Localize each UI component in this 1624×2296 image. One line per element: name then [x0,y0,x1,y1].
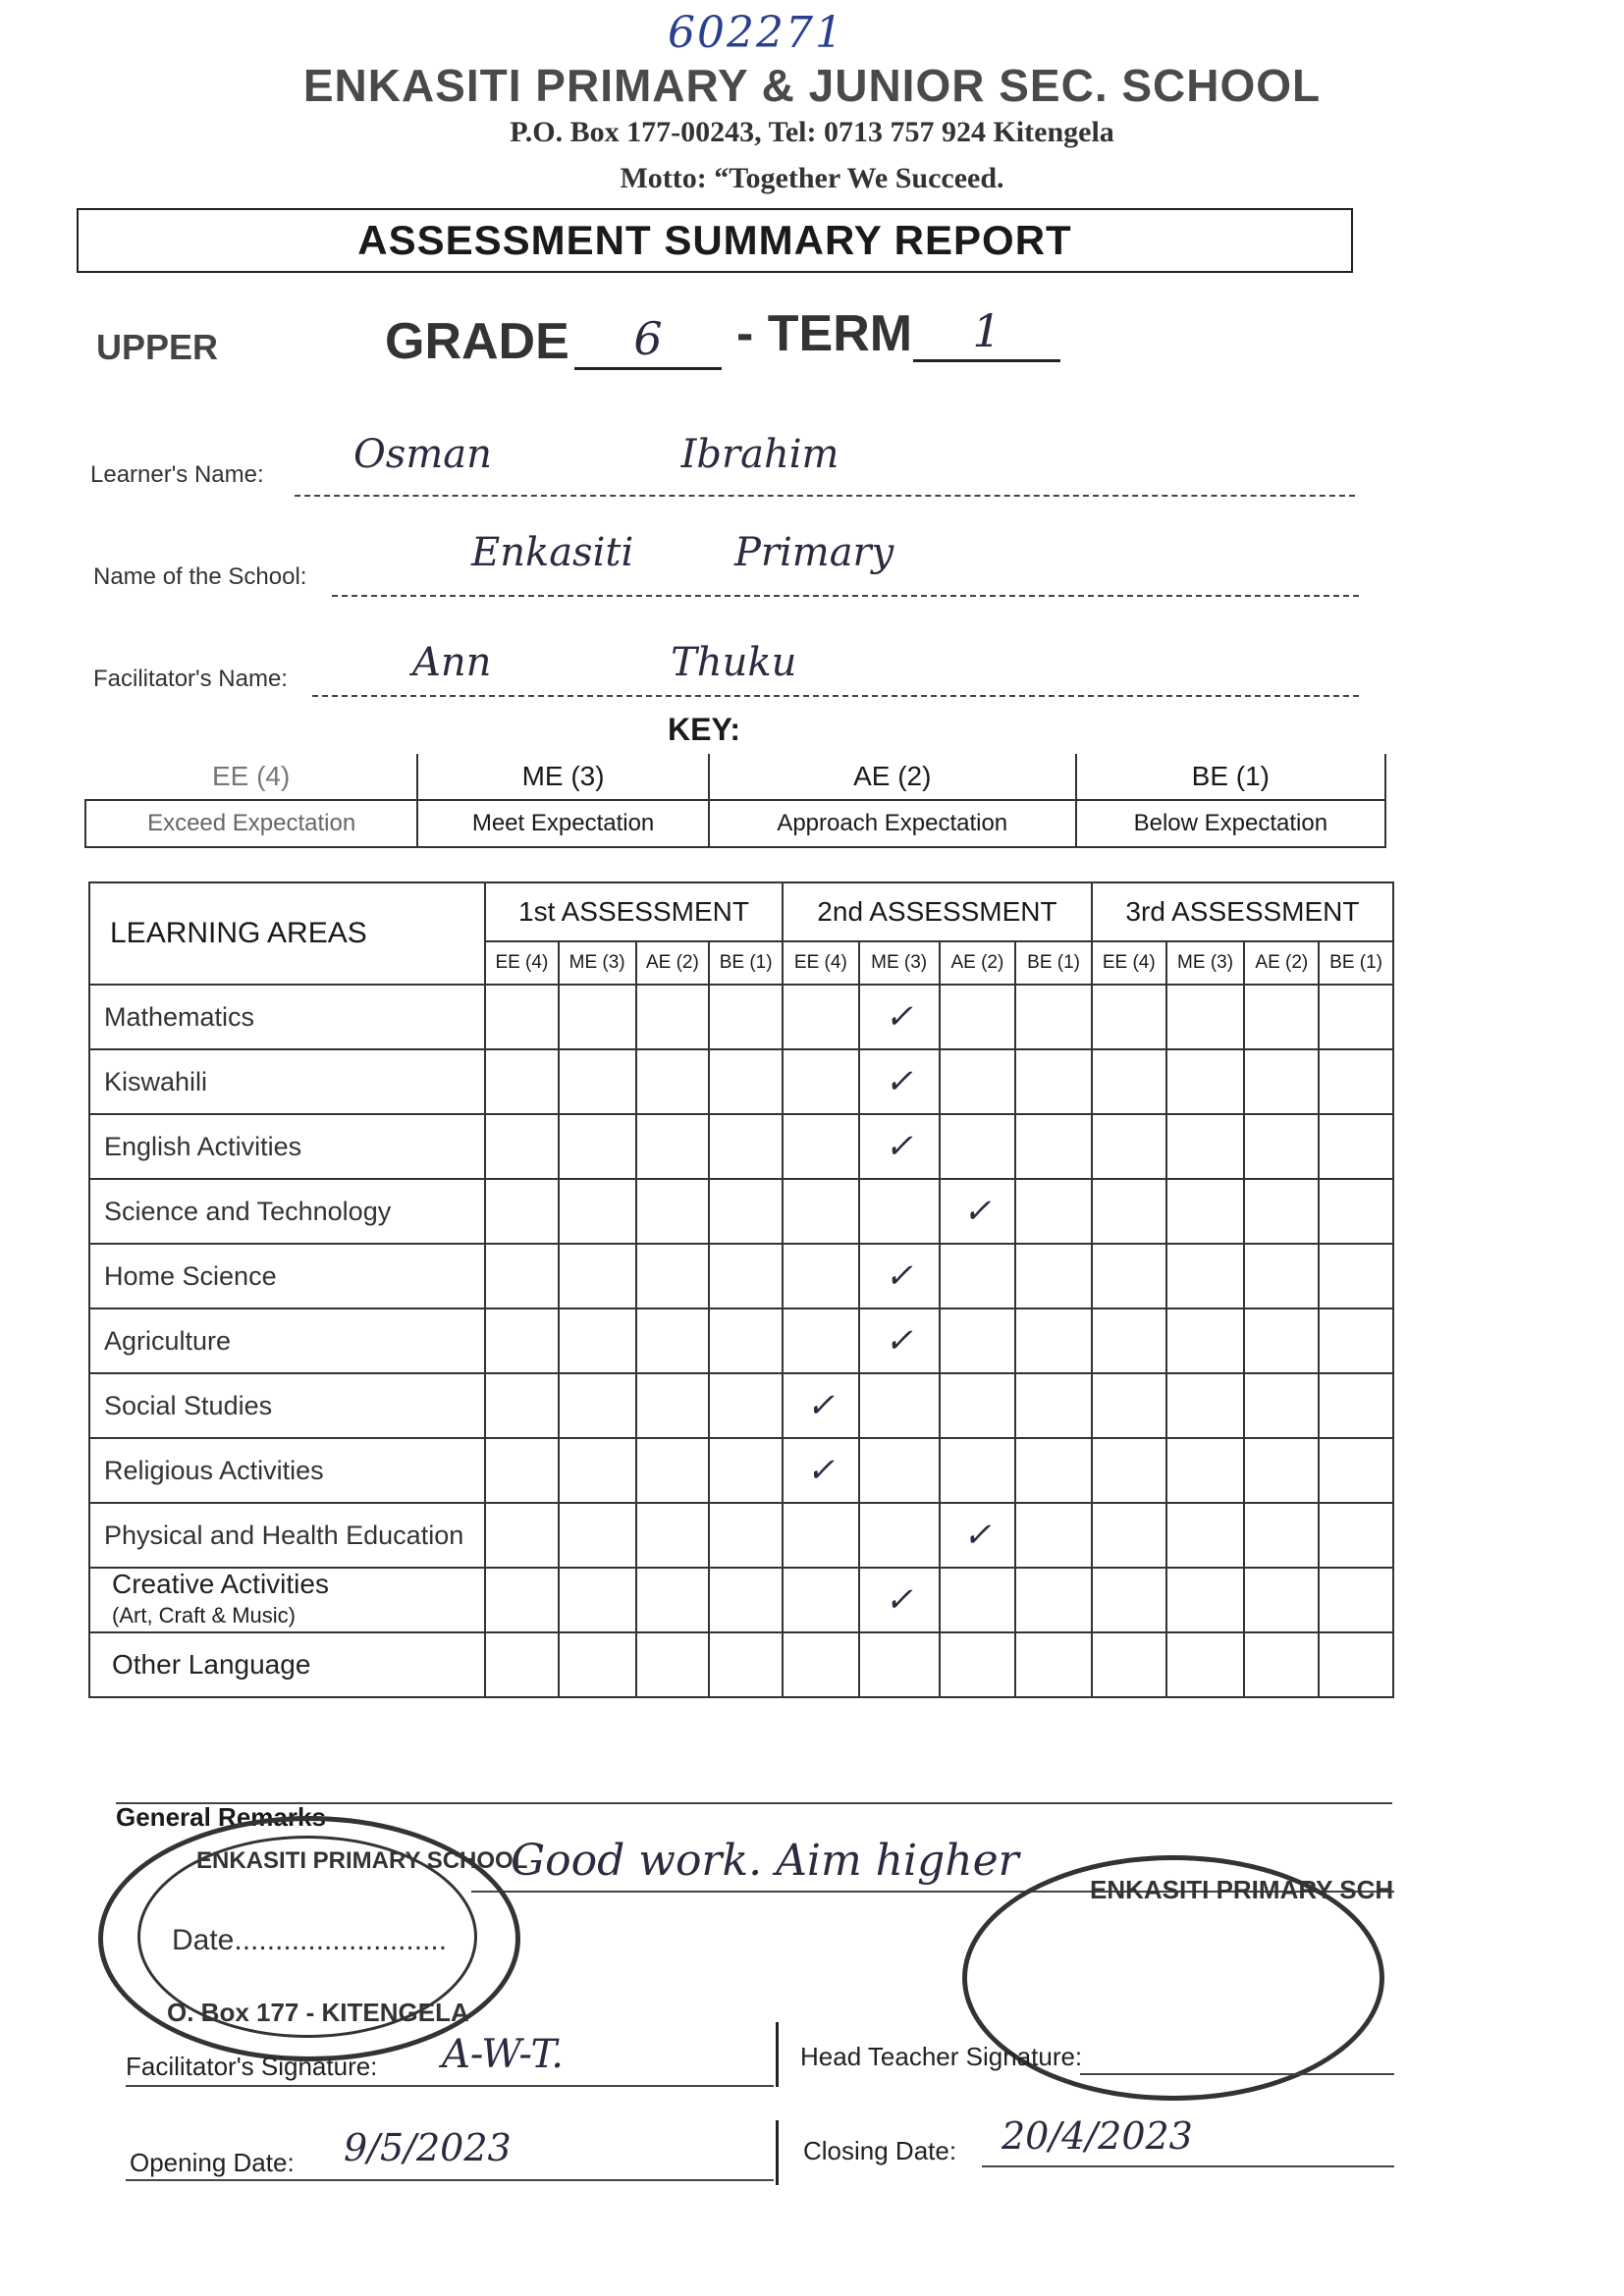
rating-cell[interactable] [1015,1503,1092,1568]
assessment-table [88,881,1394,1698]
rating-cell[interactable] [1092,1244,1166,1308]
rating-cell[interactable] [1244,1244,1319,1308]
rating-cell[interactable] [1319,1244,1393,1308]
learning-area-cell: Physical and Health Education [89,1503,485,1568]
closing-date-label: Closing Date: [803,2136,957,2165]
rating-cell[interactable] [709,1308,783,1373]
rating-cell[interactable] [783,1308,859,1373]
date-divider [776,2120,779,2185]
rating-cell[interactable] [1092,985,1166,1049]
learning-area-subtitle: (Art, Craft & Music) [112,1603,297,1628]
check-mark-icon: ✓ [885,1321,913,1361]
rating-cell[interactable] [636,1308,710,1373]
stamp-bottom-text: O. Box 177 - KITENGELA [167,1998,469,2027]
rating-cell[interactable] [485,1244,559,1308]
rating-cell[interactable] [1166,1308,1245,1373]
grade-value: 6 [574,312,722,370]
rating-cell[interactable] [859,1114,940,1179]
rating-cell[interactable] [1319,1373,1393,1438]
learning-areas-header: LEARNING AREAS [89,882,485,985]
rating-cell[interactable] [1166,1438,1245,1503]
rating-cell[interactable] [783,1049,859,1114]
rating-cell[interactable] [636,1244,710,1308]
rating-cell[interactable] [1092,1049,1166,1114]
assessment-header: 2nd ASSESSMENT [783,882,1092,941]
rating-cell[interactable] [485,1503,559,1568]
rating-cell[interactable] [485,1114,559,1179]
rating-cell[interactable] [1092,1373,1166,1438]
check-mark-icon: ✓ [885,1127,913,1166]
level-header: ME (3) [1166,941,1245,985]
check-mark-icon: ✓ [806,1451,836,1490]
learning-area-cell: Mathematics [89,985,485,1049]
rating-cell[interactable] [859,1373,940,1438]
learner-name-value: Osman Ibrahim [353,432,839,477]
level-header: BE (1) [1015,941,1092,985]
key-code: ME (3) [417,754,709,800]
rating-cell[interactable] [1015,1373,1092,1438]
level-header: BE (1) [1319,941,1393,985]
rating-cell[interactable] [485,1179,559,1244]
rating-cell[interactable] [559,1632,636,1697]
rating-cell[interactable] [709,1114,783,1179]
rating-cell[interactable] [783,1179,859,1244]
rating-cell[interactable] [1244,1114,1319,1179]
rating-cell[interactable] [1244,1503,1319,1568]
rating-cell[interactable] [1092,1503,1166,1568]
key-desc: Approach Expectation [709,800,1076,847]
rating-cell[interactable] [1319,1179,1393,1244]
school-name: ENKASITI PRIMARY & JUNIOR SEC. SCHOOL [302,60,1322,111]
rating-cell[interactable] [859,985,940,1049]
rating-cell[interactable] [559,1373,636,1438]
table-row [89,1244,1393,1308]
rating-cell[interactable] [559,1438,636,1503]
key-desc: Meet Expectation [417,800,709,847]
rating-cell[interactable] [636,985,710,1049]
rating-cell[interactable] [1244,1308,1319,1373]
learning-area-cell [89,1568,485,1632]
level-label: UPPER [96,327,219,367]
rating-cell[interactable] [1244,1632,1319,1697]
check-mark-icon: ✓ [885,1062,913,1101]
rating-cell[interactable] [1015,1438,1092,1503]
rating-cell[interactable] [940,1438,1016,1503]
rating-cell[interactable] [1319,985,1393,1049]
key-table [84,754,1386,848]
stamp-date-label: Date.......................... [172,1924,448,1956]
rating-cell[interactable] [1166,1632,1245,1697]
rating-cell[interactable] [783,1503,859,1568]
check-mark-icon: ✓ [963,1192,992,1231]
rating-cell[interactable] [1015,985,1092,1049]
rating-cell[interactable] [859,1179,940,1244]
report-title-box [77,208,1353,273]
rating-cell[interactable] [1319,1568,1393,1632]
rating-cell[interactable] [1015,1632,1092,1697]
rating-cell[interactable] [636,1114,710,1179]
level-header: AE (2) [940,941,1016,985]
rating-cell[interactable] [1015,1114,1092,1179]
rating-cell[interactable] [709,1503,783,1568]
rating-cell[interactable] [1244,1179,1319,1244]
key-code: BE (1) [1076,754,1385,800]
key-title: KEY: [668,712,741,747]
table-row [89,1568,1393,1632]
rating-cell[interactable] [1319,1114,1393,1179]
learning-area-cell: Science and Technology [89,1179,485,1244]
level-header: EE (4) [1092,941,1166,985]
rating-cell[interactable] [485,1568,559,1632]
stamp2-text: ENKASITI PRIMARY SCH [1090,1875,1394,1904]
rating-cell[interactable] [1319,1308,1393,1373]
school-name-line [332,593,1359,597]
level-header: ME (3) [559,941,636,985]
level-header: EE (4) [485,941,559,985]
rating-cell[interactable] [709,1632,783,1697]
rating-cell[interactable] [1244,1438,1319,1503]
rating-cell[interactable] [709,1568,783,1632]
rating-cell[interactable] [783,1568,859,1632]
grade-label: GRADE [385,313,569,370]
rating-cell[interactable] [859,1244,940,1308]
rating-cell[interactable] [559,1179,636,1244]
opening-date-line [126,2177,774,2181]
rating-cell[interactable] [636,1179,710,1244]
rating-cell[interactable] [1092,1568,1166,1632]
rating-cell[interactable] [940,1503,1016,1568]
rating-cell[interactable] [859,1438,940,1503]
report-title: ASSESSMENT SUMMARY REPORT [357,217,1072,263]
rating-cell[interactable] [1319,1503,1393,1568]
rating-cell[interactable] [485,1632,559,1697]
general-remarks-value: Good work. Aim higher [511,1836,1019,1886]
term-label: - TERM [736,305,913,362]
rating-cell[interactable] [1092,1438,1166,1503]
table-row [89,1049,1393,1114]
rating-cell[interactable] [1015,1308,1092,1373]
check-mark-icon: ✓ [885,1580,913,1620]
learning-area-cell: English Activities [89,1114,485,1179]
key-code: EE (4) [85,754,417,800]
learning-area-name: Creative Activities [112,1569,329,1599]
rating-cell[interactable] [1319,1049,1393,1114]
rating-cell[interactable] [1319,1632,1393,1697]
school-name-label: Name of the School: [93,563,307,590]
rating-cell[interactable] [485,1438,559,1503]
learner-name-label: Learner's Name: [90,461,264,488]
rating-cell[interactable] [1015,1568,1092,1632]
rating-cell[interactable] [1166,1114,1245,1179]
rating-cell[interactable] [940,1244,1016,1308]
facilitator-name-value: Ann Thuku [412,640,797,685]
rating-cell[interactable] [940,985,1016,1049]
rating-cell[interactable] [1244,1568,1319,1632]
table-row [89,985,1393,1049]
learning-area-cell: Kiswahili [89,1049,485,1114]
rating-cell[interactable] [783,985,859,1049]
level-header: EE (4) [783,941,859,985]
rating-cell[interactable] [709,1049,783,1114]
general-remarks-label: General Remarks [116,1802,326,1832]
level-header: BE (1) [709,941,783,985]
rating-cell[interactable] [1092,1308,1166,1373]
facilitator-signature-value: A-W-T. [442,2032,565,2077]
facilitator-name-line [312,693,1359,697]
facilitator-signature-label: Facilitator's Signature: [126,2052,378,2081]
rating-cell[interactable] [1015,1244,1092,1308]
rating-cell[interactable] [636,1049,710,1114]
table-row [89,1438,1393,1503]
rating-cell[interactable] [1015,1049,1092,1114]
rating-cell[interactable] [1166,1179,1245,1244]
learning-area-cell: Religious Activities [89,1438,485,1503]
stamp-top-text: ENKASITI PRIMARY SCHOOL [196,1847,528,1874]
rating-cell[interactable] [559,1244,636,1308]
table-row [89,1308,1393,1373]
rating-cell[interactable] [559,1049,636,1114]
rating-cell[interactable] [709,1438,783,1503]
rating-cell[interactable] [636,1438,710,1503]
assessment-header: 3rd ASSESSMENT [1092,882,1393,941]
rating-cell[interactable] [1166,985,1245,1049]
check-mark-icon: ✓ [806,1386,836,1425]
rating-cell[interactable] [940,1568,1016,1632]
rating-cell[interactable] [940,1114,1016,1179]
rating-cell[interactable] [709,1244,783,1308]
rating-cell[interactable] [1166,1049,1245,1114]
rating-cell[interactable] [859,1568,940,1632]
rating-cell[interactable] [1015,1179,1092,1244]
rating-cell[interactable] [1244,1373,1319,1438]
learning-area-cell: Agriculture [89,1308,485,1373]
rating-cell[interactable] [1244,1049,1319,1114]
rating-cell[interactable] [485,1308,559,1373]
facilitator-signature-line [126,2083,774,2087]
head-teacher-signature-line [1080,2071,1394,2075]
closing-date-value: 20/4/2023 [1001,2114,1193,2158]
table-row [89,1503,1393,1568]
rating-cell[interactable] [709,1179,783,1244]
school-motto: Motto: “Together We Succeed. [620,162,1004,194]
table-row [89,1632,1393,1697]
rating-cell[interactable] [709,985,783,1049]
key-desc: Exceed Expectation [85,800,417,847]
rating-cell[interactable] [485,985,559,1049]
assessment-header: 1st ASSESSMENT [485,882,783,941]
serial-number: 602271 [668,8,844,58]
opening-date-label: Opening Date: [130,2148,295,2177]
facilitator-name-label: Facilitator's Name: [93,666,288,692]
rating-cell[interactable] [783,1632,859,1697]
rating-cell[interactable] [783,1244,859,1308]
rating-cell[interactable] [485,1049,559,1114]
rating-cell[interactable] [859,1632,940,1697]
rating-cell[interactable] [783,1438,859,1503]
check-mark-icon: ✓ [885,997,913,1037]
signature-divider [776,2022,779,2087]
rating-cell[interactable] [1166,1503,1245,1568]
rating-cell[interactable] [1166,1568,1245,1632]
rating-cell[interactable] [940,1632,1016,1697]
learning-area-cell: Social Studies [89,1373,485,1438]
key-code: AE (2) [709,754,1076,800]
learner-name-line [295,493,1355,497]
rating-cell[interactable] [940,1179,1016,1244]
rating-cell[interactable] [1244,985,1319,1049]
opening-date-value: 9/5/2023 [344,2126,512,2169]
rating-cell[interactable] [1092,1114,1166,1179]
rating-cell[interactable] [636,1503,710,1568]
rating-cell[interactable] [559,1308,636,1373]
rating-cell[interactable] [940,1373,1016,1438]
rating-cell[interactable] [559,1568,636,1632]
head-teacher-signature-label: Head Teacher Signature: [800,2042,1083,2071]
rating-cell[interactable] [940,1049,1016,1114]
key-desc: Below Expectation [1076,800,1385,847]
rating-cell[interactable] [636,1632,710,1697]
term-value: 1 [913,304,1060,362]
rating-cell[interactable] [859,1049,940,1114]
rating-cell[interactable] [859,1503,940,1568]
closing-date-line [982,2163,1394,2167]
rating-cell[interactable] [485,1373,559,1438]
level-header: AE (2) [636,941,710,985]
level-header: ME (3) [859,941,940,985]
rating-cell[interactable] [1166,1373,1245,1438]
rating-cell[interactable] [940,1308,1016,1373]
learning-area-cell: Other Language [89,1632,485,1697]
table-row [89,1373,1393,1438]
check-mark-icon: ✓ [885,1256,913,1296]
rating-cell[interactable] [559,1114,636,1179]
rating-cell[interactable] [783,1114,859,1179]
rating-cell[interactable] [559,1503,636,1568]
table-row [89,1114,1393,1179]
rating-cell[interactable] [1319,1438,1393,1503]
rating-cell[interactable] [1092,1179,1166,1244]
rating-cell[interactable] [709,1373,783,1438]
table-row [89,1179,1393,1244]
school-name-value: Enkasiti Primary [471,530,894,575]
rating-cell[interactable] [783,1373,859,1438]
school-address: P.O. Box 177-00243, Tel: 0713 757 924 Kitengela [510,116,1114,148]
level-header: AE (2) [1244,941,1319,985]
check-mark-icon: ✓ [963,1516,992,1555]
rating-cell[interactable] [636,1568,710,1632]
rating-cell[interactable] [636,1373,710,1438]
rating-cell[interactable] [859,1308,940,1373]
learning-area-cell: Home Science [89,1244,485,1308]
rating-cell[interactable] [1166,1244,1245,1308]
rating-cell[interactable] [559,985,636,1049]
rating-cell[interactable] [1092,1632,1166,1697]
